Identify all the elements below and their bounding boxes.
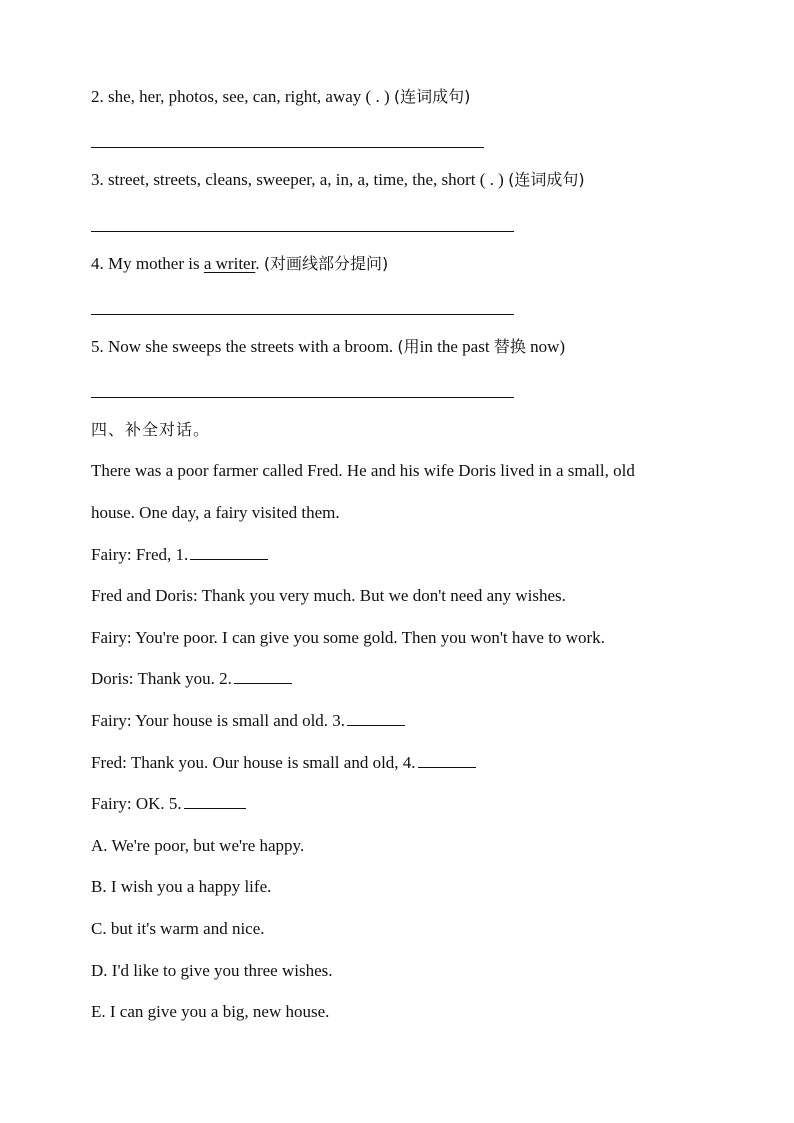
option-b: B. I wish you a happy life.: [91, 877, 272, 896]
question-4: [91, 254, 388, 274]
dialogue-text: Fairy: Your house is small and old. 3.: [91, 711, 346, 730]
answer-blank-1[interactable]: [190, 545, 268, 560]
underlined-phrase: a writer: [203, 254, 256, 273]
question-number: 3.: [91, 170, 104, 189]
option-e: E. I can give you a big, new house.: [91, 1002, 330, 1021]
question-text: street, streets, cleans, sweeper, a, in, a, time, the, short ( . ): [108, 170, 504, 189]
dialogue-text: Fred and Doris: Thank you very much. But we don't need any wishes.: [91, 586, 566, 605]
dialogue-line-7: [91, 794, 246, 814]
dialogue-text: Fairy: Fred, 1.: [91, 545, 189, 564]
question-5: [91, 337, 565, 357]
instruction-open: (用: [397, 337, 420, 356]
answer-blank-2[interactable]: [234, 669, 292, 684]
answer-line-2[interactable]: [91, 147, 484, 148]
question-number: 4.: [91, 254, 104, 273]
intro-line-2: house. One day, a fairy visited them.: [91, 503, 340, 522]
question-2: [91, 87, 470, 107]
answer-line-3[interactable]: [91, 231, 514, 232]
dialogue-text: Fairy: OK. 5.: [91, 794, 182, 813]
question-instruction: (连词成句): [508, 170, 585, 189]
question-text-before: My mother is: [108, 254, 200, 273]
option-c: C. but it's warm and nice.: [91, 919, 265, 938]
answer-blank-4[interactable]: [418, 753, 476, 768]
question-instruction: (对画线部分提问): [263, 254, 389, 273]
instruction-phrase: in the past: [419, 337, 490, 356]
dialogue-line-3: [91, 628, 605, 648]
option-a: A. We're poor, but we're happy.: [91, 836, 305, 855]
question-text-after: .: [255, 254, 260, 273]
dialogue-line-4: [91, 669, 292, 689]
answer-line-5[interactable]: [91, 397, 514, 398]
dialogue-line-2: [91, 586, 566, 606]
instruction-end: now): [530, 337, 566, 356]
question-instruction: (连词成句): [393, 87, 471, 106]
question-text: she, her, photos, see, can, right, away ( . ): [108, 87, 390, 106]
dialogue-line-1: [91, 545, 268, 565]
section-title: 四、补全对话。: [91, 420, 211, 439]
question-3: [91, 170, 585, 190]
intro-line-1: There was a poor farmer called Fred. He and his wife Doris lived in a small, old: [91, 461, 635, 480]
question-number: 2.: [91, 87, 104, 106]
answer-blank-3[interactable]: [347, 711, 405, 726]
dialogue-line-6: [91, 753, 476, 773]
question-text: Now she sweeps the streets with a broom.: [108, 337, 394, 356]
dialogue-text: Fairy: You're poor. I can give you some gold. Then you won't have to work.: [91, 628, 605, 647]
dialogue-text: Doris: Thank you. 2.: [91, 669, 232, 688]
instruction-mid: 替换: [493, 337, 526, 356]
answer-line-4[interactable]: [91, 314, 514, 315]
dialogue-line-5: [91, 711, 405, 731]
answer-blank-5[interactable]: [184, 794, 246, 809]
option-d: D. I'd like to give you three wishes.: [91, 961, 333, 980]
question-number: 5.: [91, 337, 104, 356]
dialogue-text: Fred: Thank you. Our house is small and old, 4.: [91, 753, 416, 772]
